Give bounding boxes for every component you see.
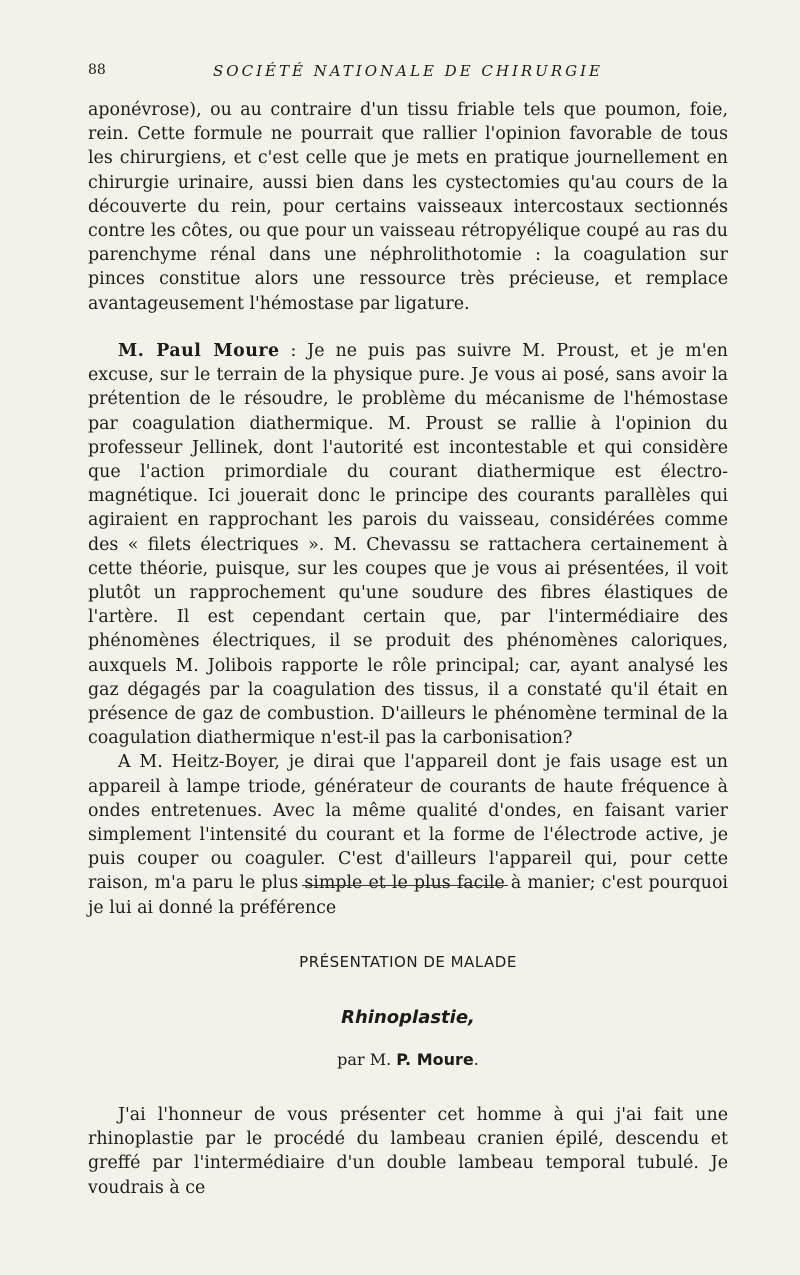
page-number: 88: [88, 62, 106, 78]
section-divider: [302, 885, 508, 886]
continuation-block: [88, 98, 728, 316]
speaker-name: M. Paul Moure: [118, 341, 280, 361]
continuation-paragraph: aponévrose), ou au contraire d'un tissu friable tels que poumon, foie, rein. Cette formule ne pourrait que rallier l'opinion favorable de tous les chirurgiens, et c'est celle que je mets en pratique journellement en chirurgie urinaire, aussi bien dans les cystectomies qu'au cours de la découverte du rein, pour certains vaisseaux intercostaux sectionnés contre les côtes, ou que pour un vaisseau rétropyélique coupé au ras du parenchyme rénal dans une néphrolithotomie : la coagulation sur pinces constitue alors une ressource très précieuse, et remplace avantageusement l'hémostase par ligature.: [88, 100, 728, 314]
journal-title: SOCIÉTÉ NATIONALE DE CHIRURGIE: [213, 62, 603, 80]
article-paragraph-1: J'ai l'honneur de vous présenter cet homme à qui j'ai fait une rhinoplastie par le procédé du lambeau cranien épilé, descendu et greffé par l'intermédiaire d'un double lambeau temporal tubulé. Je voudrais à ce: [88, 1105, 728, 1198]
running-header: [88, 62, 728, 84]
discussion-reply: [88, 339, 728, 920]
reply-paragraph-1: [88, 339, 728, 750]
byline-prefix: par M.: [337, 1050, 397, 1069]
section-heading: PRÉSENTATION DE MALADE: [299, 953, 517, 971]
reply-paragraph-2: A M. Heitz-Boyer, je dirai que l'appareil dont je fais usage est un appareil à lampe triode, générateur de courants de haute fréquence à ondes entretenues. Avec la même qualité d'ondes, en faisant varier simplement l'intensité du courant et la forme de l'électrode active, je puis couper ou coaguler. C'est d'ailleurs l'appareil qui, pour cette raison, m'a paru le plus simple et le plus facile à manier; c'est pourquoi je lui ai donné la préférence: [88, 752, 728, 918]
article-body: [88, 1103, 728, 1200]
reply-paragraph-1-text: : Je ne puis pas suivre M. Proust, et je m'en excuse, sur le terrain de la physique pure. Je vous ai posé, sans avoir la prétention de le résoudre, le problème du mécanisme de l'hémostase par coagulation diathermique. M. Proust se rallie à l'opinion du professeur Jellinek, dont l'autorité est incontestable et qui considère que l'action primordiale du courant diathermique est électro-magnétique. Ici jouerait donc le principe des courants parallèles qui agiraient en rapprochant les parois du vaisseau, considérées comme des « filets électriques ». M. Chevassu se rattachera certainement à cette théorie, puisque, sur les coupes que je vous ai présentées, il voit plutôt un rapprochement qu'une soudure des fibres élastiques de l'artère. Il est cependant certain que, par l'intermédiaire des phénomènes électriques, il se produit des phénomènes caloriques, auxquels M. Jolibois rapporte le rôle principal; car, ayant analysé les gaz dégagés par la coagulation des tissus, il a constaté qu'il était en présence de gaz de combustion. D'ailleurs le phénomène terminal de la coagulation diathermique n'est-il pas la carbonisation?: [88, 341, 728, 749]
article-title: Rhinoplastie,: [341, 1007, 475, 1028]
byline-author: P. Moure: [396, 1050, 474, 1069]
byline-suffix: .: [473, 1050, 479, 1069]
byline: [88, 1050, 728, 1069]
